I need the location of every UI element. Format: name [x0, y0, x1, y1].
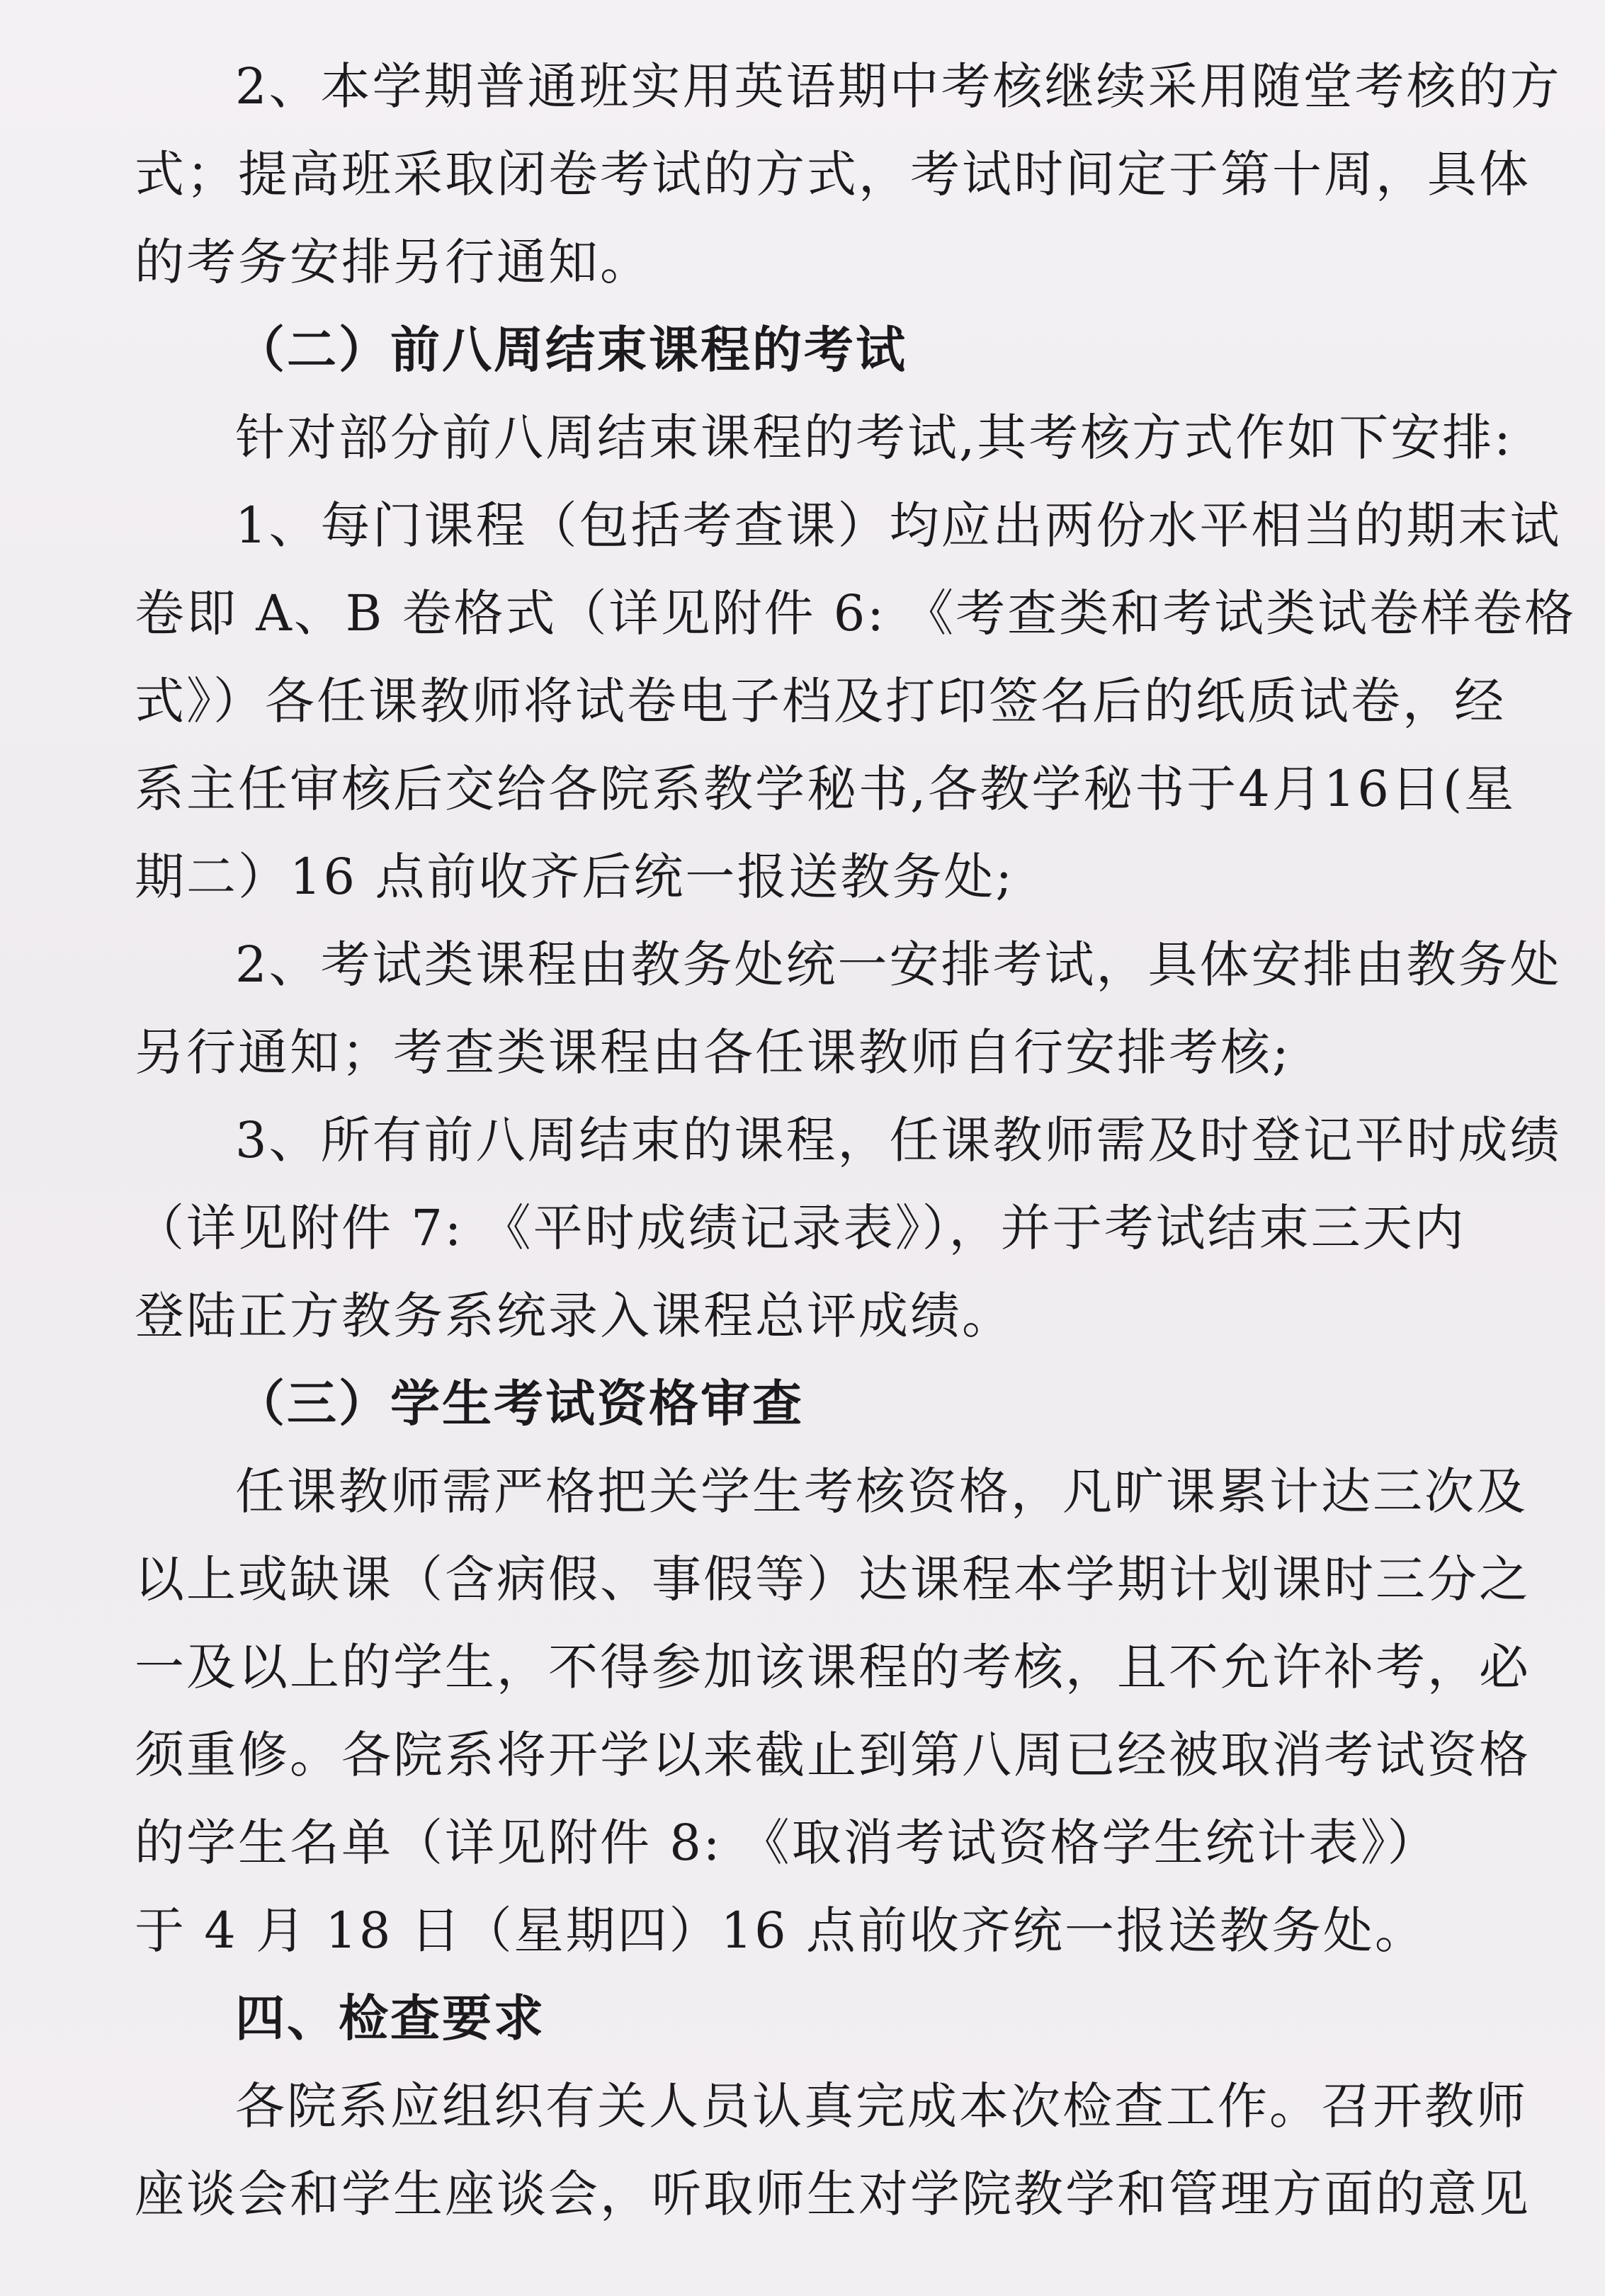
text-line: 于 4 月 18 日（星期四）16 点前收齐统一报送教务处。 [135, 1902, 1427, 1960]
section-heading: （二）前八周结束课程的考试 [235, 321, 907, 379]
text-line: 卷即 A、B 卷格式（详见附件 6: 《考查类和考试类试卷样卷格 [135, 584, 1577, 642]
document-body [135, 42, 1577, 2238]
text-line: 登陆正方教务系统录入课程总评成绩。 [135, 1287, 1014, 1345]
text-line: 2、考试类课程由教务处统一安排考试，具体安排由教务处 [235, 936, 1562, 994]
text-line: （详见附件 7: 《平时成绩记录表》），并于考试结束三天内 [135, 1199, 1466, 1257]
text-line: 座谈会和学生座谈会，听取师生对学院教学和管理方面的意见 [135, 2165, 1531, 2223]
text-line: 以上或缺课（含病假、事假等）达课程本学期计划课时三分之 [135, 1550, 1531, 1608]
text-line: 的学生名单（详见附件 8: 《取消考试资格学生统计表》） [135, 1814, 1439, 1872]
section-heading: （三）学生考试资格审查 [235, 1375, 804, 1433]
text-line: 一及以上的学生，不得参加该课程的考核，且不允许补考，必 [135, 1638, 1531, 1696]
text-line: 式》）各任课教师将试卷电子档及打印签名后的纸质试卷，经 [135, 672, 1506, 730]
text-line: 式；提高班采取闭卷考试的方式，考试时间定于第十周，具体 [135, 145, 1531, 203]
text-line: 2、本学期普通班实用英语期中考核继续采用随堂考核的方 [235, 57, 1562, 115]
text-line: 须重修。各院系将开学以来截止到第八周已经被取消考试资格 [135, 1726, 1531, 1784]
text-line: 系主任审核后交给各院系教学秘书,各教学秘书于4月16日(星 [135, 760, 1516, 818]
text-line: 3、所有前八周结束的课程，任课教师需及时登记平时成绩 [235, 1111, 1562, 1169]
text-line: 期二）16 点前收齐后统一报送教务处; [135, 848, 1014, 906]
text-line: 的考务安排另行通知。 [135, 233, 652, 291]
text-line: 各院系应组织有关人员认真完成本次检查工作。召开教师 [235, 2077, 1528, 2135]
text-line: 另行通知；考查类课程由各任课教师自行安排考核; [135, 1023, 1291, 1081]
text-line: 针对部分前八周结束课程的考试,其考核方式作如下安排: [235, 409, 1513, 467]
section-heading: 四、检查要求 [235, 1989, 545, 2047]
text-line: 1、每门课程（包括考查课）均应出两份水平相当的期末试 [235, 496, 1562, 555]
text-line: 任课教师需严格把关学生考核资格，凡旷课累计达三次及 [235, 1462, 1528, 1521]
